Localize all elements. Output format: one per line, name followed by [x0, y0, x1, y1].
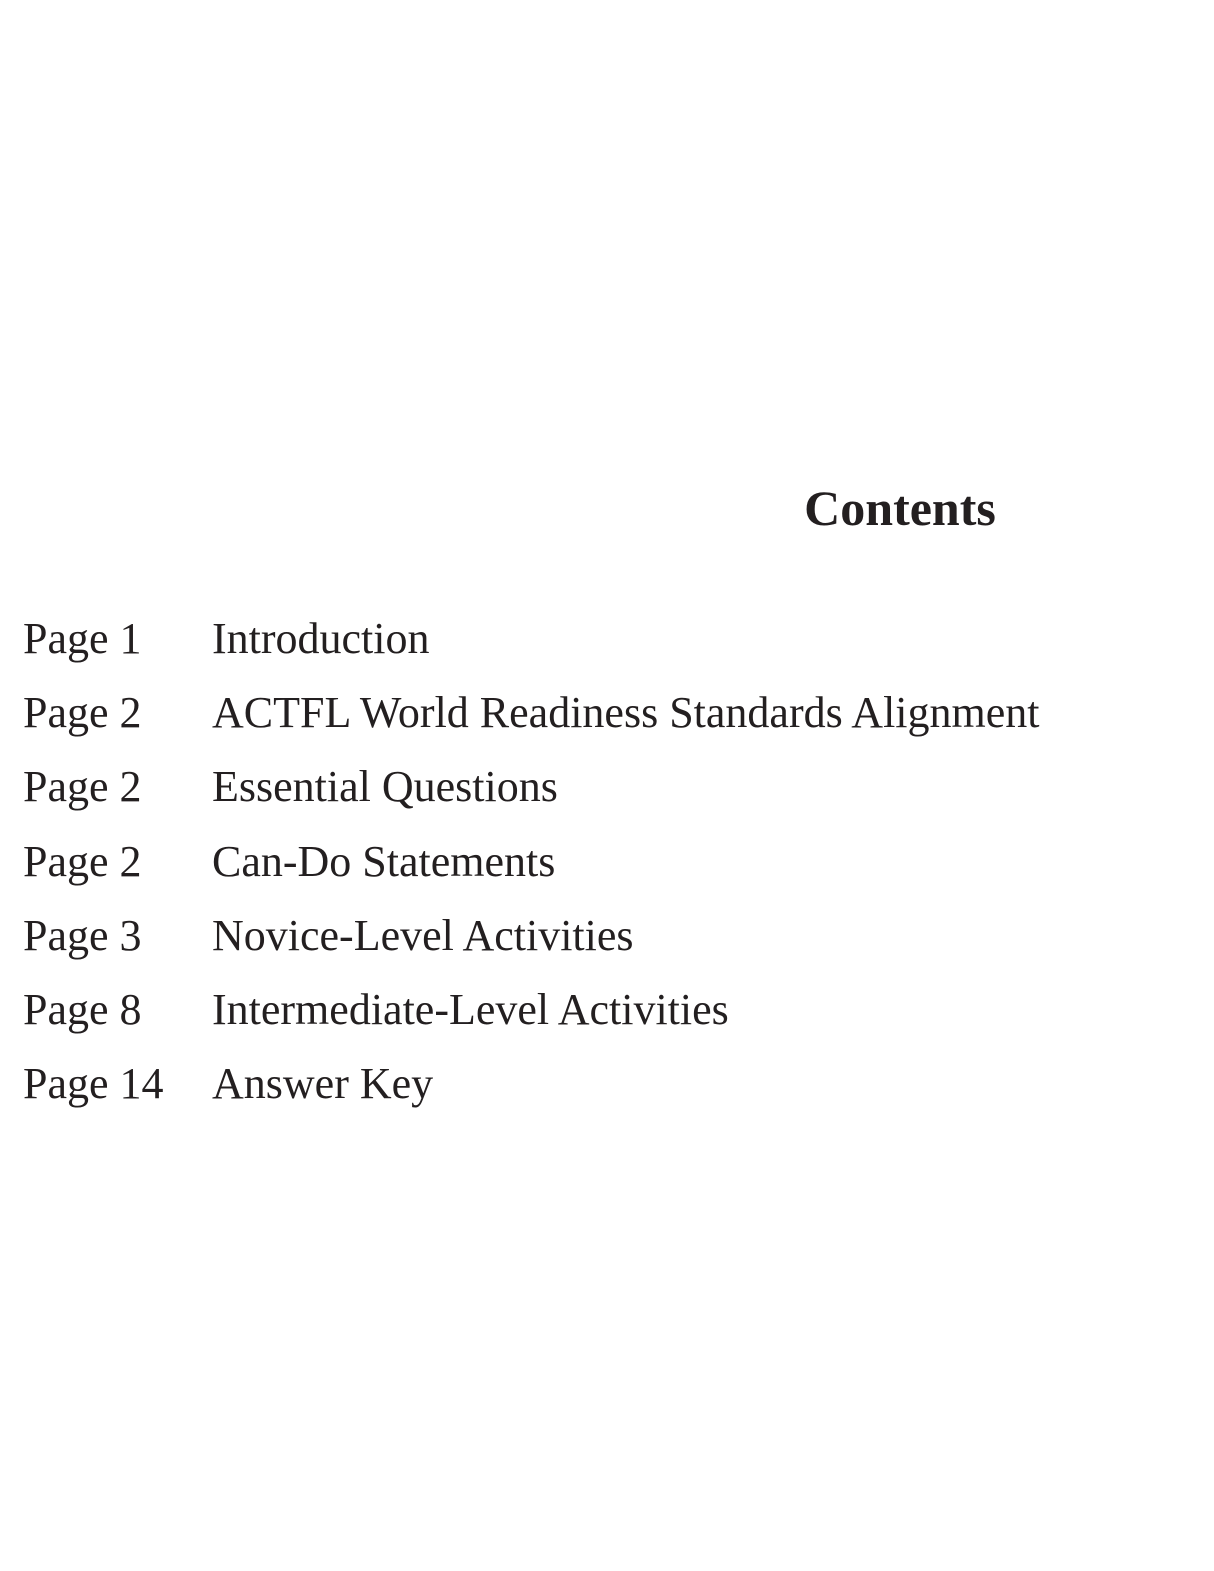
toc-entry-essential-questions — [23, 750, 1040, 824]
toc-entry-title: Intermediate-Level Activities — [212, 985, 729, 1035]
toc-entry-intermediate-activities — [23, 973, 1040, 1047]
toc-page-number: Page 14 — [23, 1059, 164, 1109]
toc-entry-answer-key — [23, 1047, 1040, 1121]
page-title: Contents — [804, 480, 996, 536]
toc-page-number: Page 8 — [23, 985, 142, 1035]
toc-entry-title: Essential Questions — [212, 762, 558, 812]
toc-entry-novice-activities — [23, 899, 1040, 973]
toc-entry-title: Novice-Level Activities — [212, 910, 634, 960]
toc-page-number: Page 1 — [23, 614, 142, 664]
toc-entry-can-do-statements — [23, 825, 1040, 899]
toc-entry-standards-alignment — [23, 676, 1040, 750]
toc-entry-title: ACTFL World Readiness Standards Alignment — [212, 688, 1040, 738]
toc-page-number: Page 2 — [23, 836, 142, 886]
toc-entry-title: Answer Key — [212, 1059, 434, 1109]
toc-page-number: Page 2 — [23, 762, 142, 812]
toc-page-number: Page 2 — [23, 688, 142, 738]
toc-entry-title: Introduction — [212, 614, 430, 664]
toc-entry-introduction — [23, 602, 1040, 676]
toc-entry-title: Can-Do Statements — [212, 836, 556, 886]
toc-page-number: Page 3 — [23, 910, 142, 960]
table-of-contents — [23, 602, 1040, 1121]
